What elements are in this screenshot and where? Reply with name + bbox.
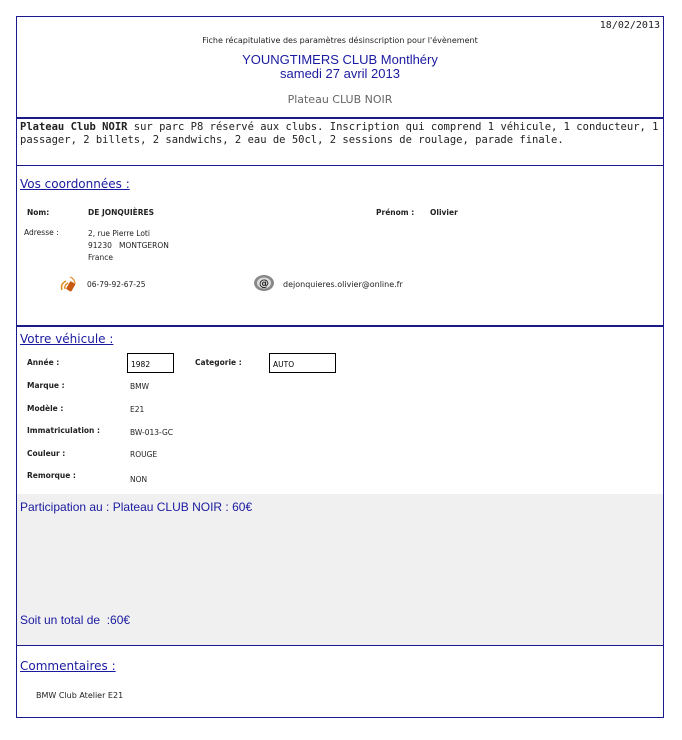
commentaires-title: Commentaires : [20, 659, 116, 673]
participation-total: Soit un total de :60€ [20, 613, 131, 627]
event-title [17, 53, 663, 81]
phone-icon [58, 275, 78, 293]
phone-value: 06-79-92-67-25 [87, 280, 146, 289]
description-text: sur parc P8 réservé aux clubs. Inscription qui comprend 1 véhicule, 1 conducteur, 1 passager, 2 billets, 2 sandwichs, 2 eau de 50cl, 2 sessions de roulage, parade finale. [20, 121, 659, 146]
header-subtitle: Fiche récapitulative des paramètres désinscription pour l'évènement [202, 36, 478, 45]
marque-label: Marque : [27, 381, 65, 390]
nom-label: Nom: [27, 208, 50, 217]
svg-text:@: @ [259, 278, 269, 290]
email-value: dejonquieres.olivier@online.fr [283, 280, 403, 289]
event-name: YOUNGTIMERS CLUB Montlhéry [242, 52, 438, 67]
prenom-label: Prénom : [376, 208, 415, 217]
adresse-label: Adresse : [24, 228, 59, 237]
header [17, 17, 663, 117]
divider [17, 645, 663, 646]
coordonnees-title: Vos coordonnées : [20, 177, 130, 191]
annee-label: Année : [27, 358, 60, 367]
immatriculation-label: Immatriculation : [27, 426, 101, 435]
divider [17, 165, 663, 166]
modele-label: Modèle : [27, 404, 64, 413]
email-at-icon [253, 274, 275, 292]
couleur-value: ROUGE [130, 450, 158, 459]
immatriculation-value: BW-013-GC [130, 428, 174, 437]
divider [17, 325, 663, 327]
plateau-description [20, 121, 660, 147]
adresse-line1: 2, rue Pierre Loti [88, 229, 150, 238]
participation-line: Participation au : Plateau CLUB NOIR : 60€ [20, 500, 253, 514]
modele-value: E21 [130, 405, 145, 414]
divider [17, 117, 663, 119]
marque-value: BMW [130, 382, 150, 391]
prenom-value: Olivier [430, 208, 458, 217]
categorie-label: Categorie : [195, 358, 242, 367]
description-bold: Plateau Club NOIR [20, 121, 128, 133]
adresse-line3: France [88, 253, 113, 262]
commentaires-text: BMW Club Atelier E21 [36, 691, 124, 700]
annee-field: 1982 [127, 353, 174, 373]
couleur-label: Couleur : [27, 449, 66, 458]
plateau-name: Plateau CLUB NOIR [287, 93, 393, 106]
document-date: 18/02/2013 [599, 20, 660, 31]
vehicule-title: Votre véhicule : [20, 332, 114, 346]
adresse-line2: 91230 MONTGERON [88, 241, 169, 250]
event-date: samedi 27 avril 2013 [280, 66, 400, 81]
categorie-field: AUTO [269, 353, 336, 373]
remorque-label: Remorque : [27, 471, 76, 480]
remorque-value: NON [130, 475, 148, 484]
nom-value: DE JONQUIÈRES [88, 208, 155, 217]
